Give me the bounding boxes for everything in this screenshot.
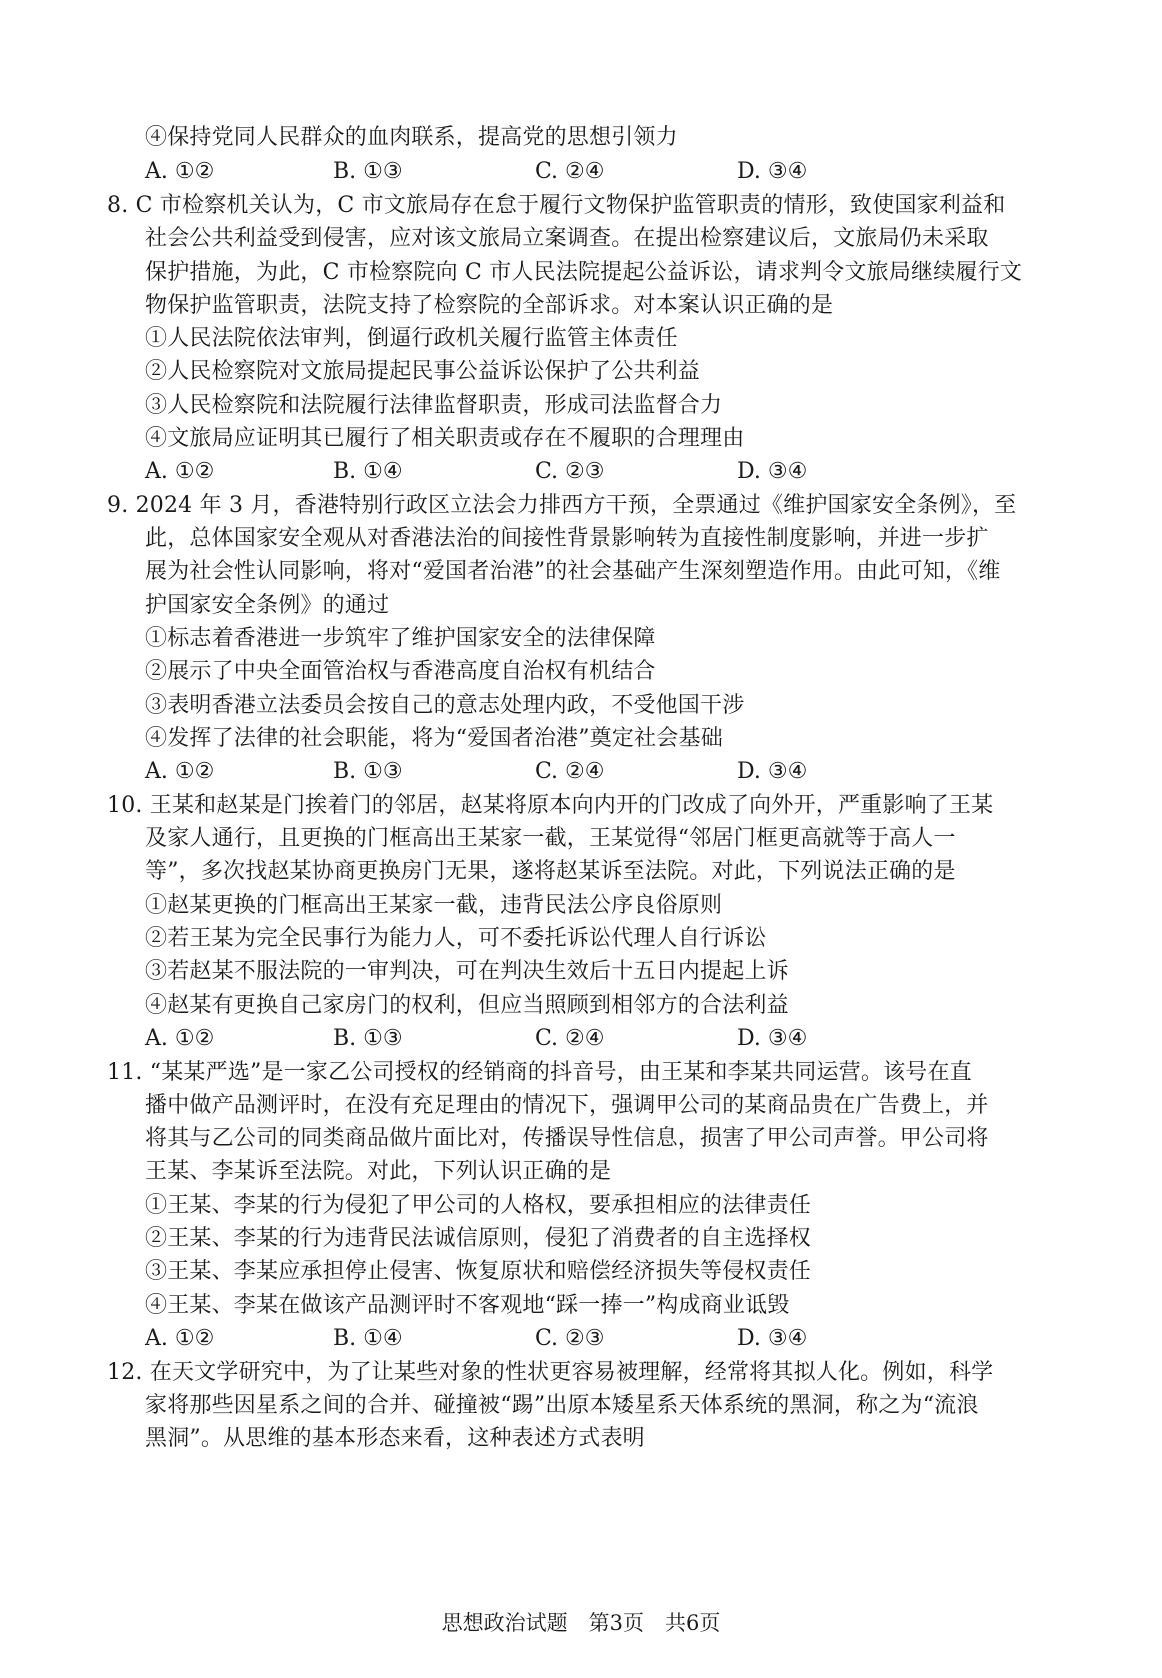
statement-item: ①人民法院依法审判，倒逼行政机关履行监管主体责任 (145, 326, 678, 351)
option-c: C. ②④ (535, 759, 605, 784)
statement-item: ①赵某更换的门框高出王某家一截，违背民法公序良俗原则 (145, 893, 723, 918)
question-stem-line: 播中做产品测评时，在没有充足理由的情况下，强调甲公司的某商品贵在广告费上，并 (145, 1093, 989, 1118)
option-c: C. ②③ (535, 1326, 605, 1351)
option-b: B. ①③ (333, 159, 403, 184)
statement-item: ②若王某为完全民事行为能力人，可不委托诉讼代理人自行诉讼 (145, 926, 767, 951)
statement-item: ②王某、李某的行为违背民法诚信原则，侵犯了消费者的自主选择权 (145, 1226, 812, 1251)
statement-item: ③表明香港立法委员会按自己的意志处理内政，不受他国干涉 (145, 693, 745, 718)
option-a: A. ①② (145, 459, 215, 484)
option-d: D. ③④ (737, 1026, 808, 1051)
statement-item: ④王某、李某在做该产品测评时不客观地“踩一捧一”构成商业诋毁 (145, 1293, 790, 1318)
question-stem-line: 展为社会性认同影响，将对“爱国者治港”的社会基础产生深刻塑造作用。由此可知，《维 (145, 559, 1001, 584)
statement-item: ①王某、李某的行为侵犯了甲公司的人格权，要承担相应的法律责任 (145, 1193, 812, 1218)
question-stem-line: 11. “某某严选”是一家乙公司授权的经销商的抖音号，由王某和李某共同运营。该号在直 (107, 1060, 972, 1085)
option-c: C. ②③ (535, 459, 605, 484)
question-stem-line: 12. 在天文学研究中，为了让某些对象的性状更容易被理解，经常将其拟人化。例如，科学 (107, 1360, 994, 1385)
option-d: D. ③④ (737, 1326, 808, 1351)
question-stem-line: 黑洞”。从思维的基本形态来看，这种表述方式表明 (145, 1426, 645, 1451)
option-b: B. ①④ (333, 1326, 403, 1351)
option-a: A. ①② (145, 759, 215, 784)
question-stem-line: 等”，多次找赵某协商更换房门无果，遂将赵某诉至法院。对此，下列说法正确的是 (145, 859, 956, 884)
statement-item: ①标志着香港进一步筑牢了维护国家安全的法律保障 (145, 626, 656, 651)
question-stem-line: 家将那些因星系之间的合并、碰撞被“踢”出原本矮星系天体系统的黑洞，称之为“流浪 (145, 1393, 979, 1418)
statement-item: ③王某、李某应承担停止侵害、恢复原状和赔偿经济损失等侵权责任 (145, 1259, 812, 1284)
prev-question-item-4: ④保持党同人民群众的血肉联系，提高党的思想引领力 (145, 125, 678, 150)
question-stem-line: 此，总体国家安全观从对香港法治的间接性背景影响转为直接性制度影响，并进一步扩 (145, 526, 989, 551)
question-stem-line: 10. 王某和赵某是门挨着门的邻居，赵某将原本向内开的门改成了向外开，严重影响了王某 (107, 793, 994, 818)
statement-item: ③若赵某不服法院的一审判决，可在判决生效后十五日内提起上诉 (145, 959, 789, 984)
question-stem-line: 护国家安全条例》的通过 (145, 593, 390, 618)
question-stem-line: 及家人通行，且更换的门框高出王某家一截，王某觉得“邻居门框更高就等于高人一 (145, 826, 956, 851)
statement-item: ②人民检察院对文旅局提起民事公益诉讼保护了公共利益 (145, 359, 701, 384)
option-d: D. ③④ (737, 459, 808, 484)
option-d: D. ③④ (737, 159, 808, 184)
statement-item: ④赵某有更换自己家房门的权利，但应当照顾到相邻方的合法利益 (145, 993, 789, 1018)
statement-item: ②展示了中央全面管治权与香港高度自治权有机结合 (145, 659, 656, 684)
option-b: B. ①③ (333, 1026, 403, 1051)
option-a: A. ①② (145, 1026, 215, 1051)
question-stem-line: 保护措施，为此，C 市检察院向 C 市人民法院提起公益诉讼，请求判令文旅局继续履行文 (145, 260, 1023, 285)
option-b: B. ①④ (333, 459, 403, 484)
option-c: C. ②④ (535, 159, 605, 184)
statement-item: ④文旅局应证明其已履行了相关职责或存在不履职的合理理由 (145, 426, 745, 451)
question-stem-line: 王某、李某诉至法院。对此，下列认识正确的是 (145, 1159, 612, 1184)
question-stem-line: 将其与乙公司的同类商品做片面比对，传播误导性信息，损害了甲公司声誉。甲公司将 (145, 1126, 989, 1151)
option-a: A. ①② (145, 1326, 215, 1351)
question-stem-line: 8. C 市检察机关认为，C 市文旅局存在怠于履行文物保护监管职责的情形，致使国家利益和 (107, 193, 1006, 218)
option-a: A. ①② (145, 159, 215, 184)
statement-item: ④发挥了法律的社会职能，将为“爱国者治港”奠定社会基础 (145, 726, 723, 751)
question-stem-line: 物保护监管职责，法院支持了检察院的全部诉求。对本案认识正确的是 (145, 293, 834, 318)
option-c: C. ②④ (535, 1026, 605, 1051)
statement-item: ③人民检察院和法院履行法律监督职责，形成司法监督合力 (145, 393, 723, 418)
option-b: B. ①③ (333, 759, 403, 784)
question-stem-line: 9. 2024 年 3 月，香港特别行政区立法会力排西方干预，全票通过《维护国家安全条例》，至 (107, 493, 1017, 518)
question-stem-line: 社会公共利益受到侵害，应对该文旅局立案调查。在提出检察建议后，文旅局仍未采取 (145, 226, 989, 251)
option-d: D. ③④ (737, 759, 808, 784)
page-footer: 思想政治试题 第3页 共6页 (441, 1611, 721, 1635)
